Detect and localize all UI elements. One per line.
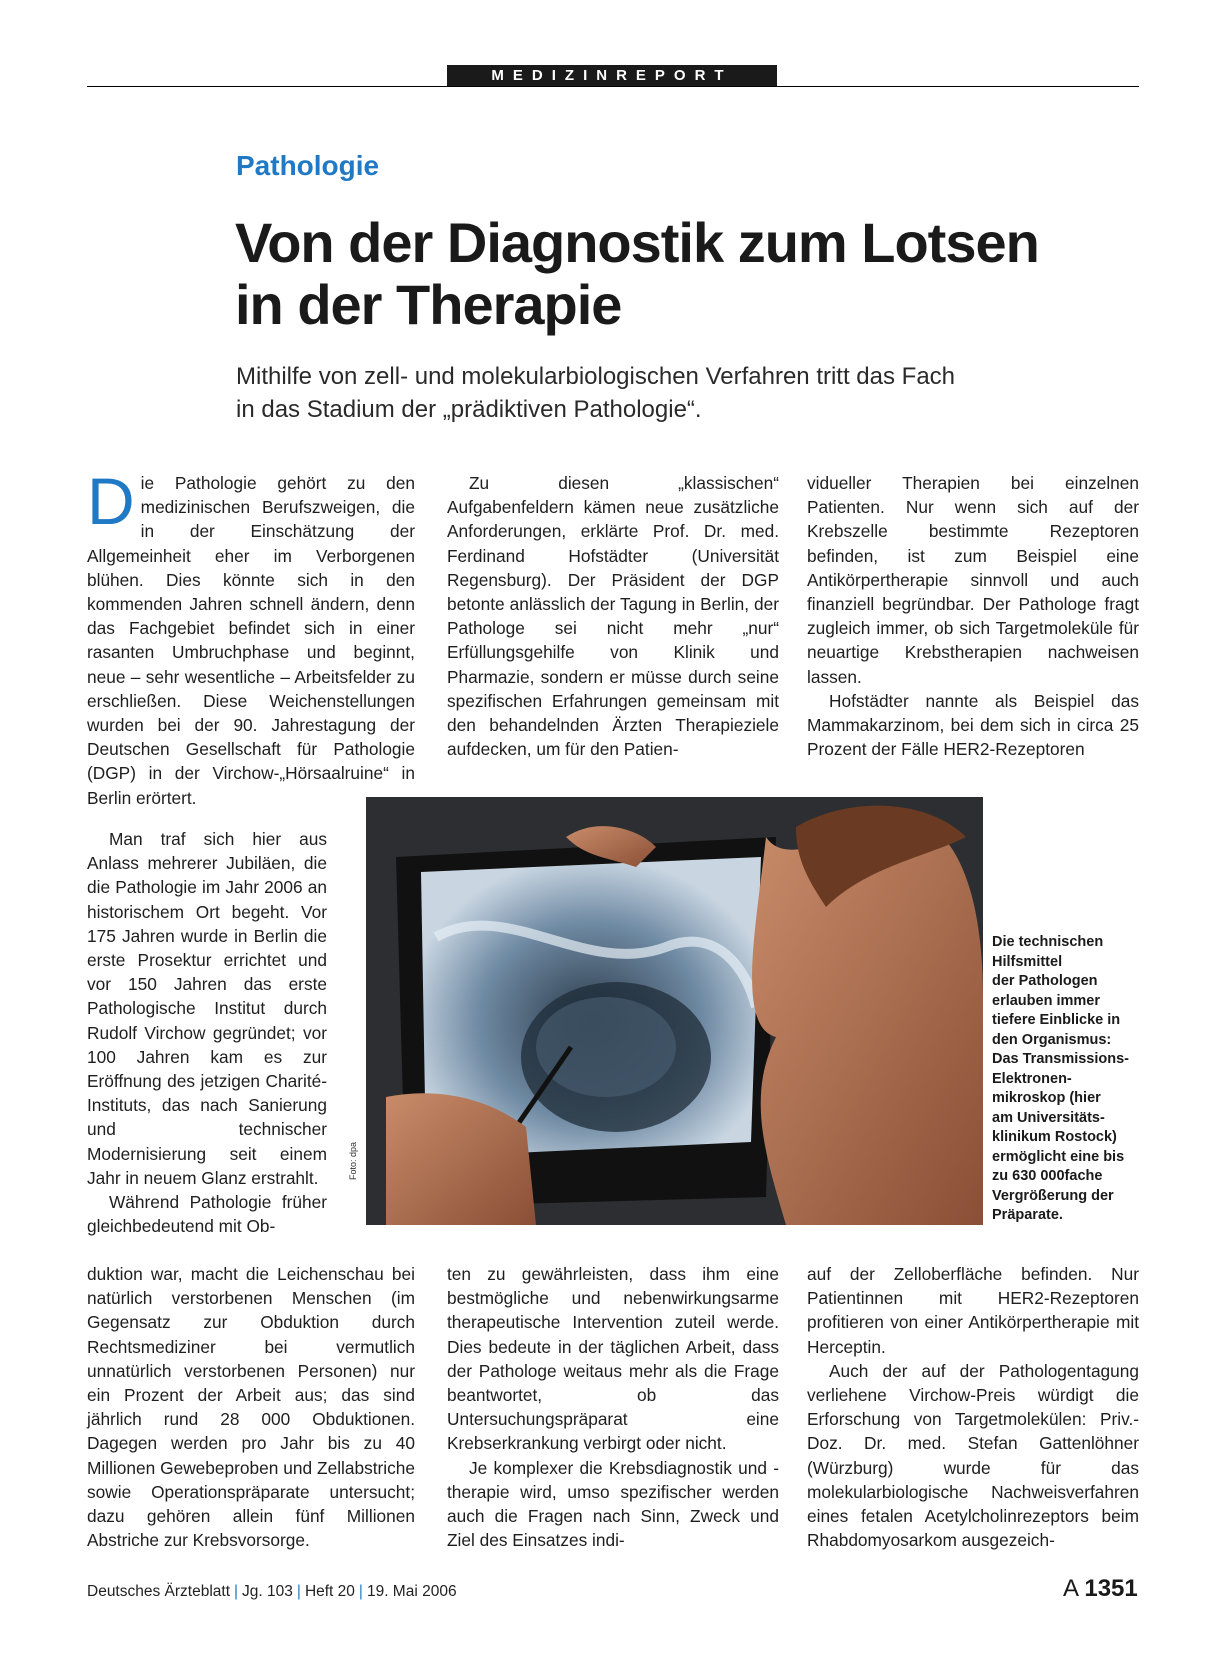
title-line: Von der Diagnostik zum Lotsen xyxy=(235,211,1039,274)
photo-credit: Foto: dpa xyxy=(348,1141,358,1180)
paragraph: vidueller Therapien bei einzelnen Patienten. Nur wenn sich auf der Krebszelle bestimmte Rezeptoren befinden, ist zum Beispiel eine Antikörpertherapie sinnvoll und auch finanziell begründbar. Der Pathologe fragt zugleich immer, ob sich Targetmoleküle für neuartige Krebstherapien nachweisen lassen. xyxy=(807,473,1139,687)
caption-line: der Pathologen xyxy=(992,973,1098,989)
page-number-value: 1351 xyxy=(1084,1575,1138,1602)
paragraph: Man traf sich hier aus Anlass mehrerer Jubiläen, die die Pathologie im Jahr 2006 an historischem Ort begeht. Vor 175 Jahren wurde in Berlin die erste Prosektur errichtet und vor 150 Jahren das erste Pathologische Institut durch Rudolf Virchow gegründet; vor 100 Jahren kam es zur Eröffnung des jetzigen Charité-Instituts, das nach Sanierung und technischer Modernisierung seit einem Jahr in neuem Glanz erstrahlt. xyxy=(87,829,327,1188)
page-number xyxy=(1063,1575,1138,1603)
column-2-top xyxy=(447,471,779,761)
drop-cap: D xyxy=(87,464,135,538)
column-2-bottom xyxy=(447,1262,779,1552)
paragraph: Hofstädter nannte als Beispiel das Mammakarzinom, bei dem sich in circa 25 Prozent der Fälle HER2-Rezeptoren xyxy=(807,690,1139,760)
column-1-top xyxy=(87,464,415,810)
caption-line: am Universitäts- xyxy=(992,1109,1105,1126)
paragraph: Zu diesen „klassischen“ Aufgabenfeldern kämen neue zusätzliche Anforderungen, erklärte Prof. Dr. med. Ferdinand Hofstädter (Universität Regensburg). Der Präsident der DGP betonte anlässlich der Tagung in Berlin, der Pathologe sei nicht mehr „nur“ Erfüllungsgehilfe von Klinik und Pharmazie, sondern er müsse durch seine spezifischen Erfahrungen gemeinsam mit den behandelnden Ärzten Therapieziele aufdecken, um für den Patien- xyxy=(447,473,779,760)
caption-line: erlauben immer xyxy=(992,992,1100,1009)
header-rule xyxy=(87,86,1139,87)
caption-line: den Organismus: xyxy=(992,1031,1112,1048)
photo-caption xyxy=(992,933,1142,1226)
paragraph: duktion war, macht die Leichenschau bei natürlich verstorbenen Menschen (im Gegensatz zur Obduktion durch Rechtsmediziner bei vermutlich unnatürlich verstorbenen Personen) nur ein Prozent der Arbeit aus; das sind jährlich rund 28 000 Obduktionen. Dagegen werden pro Jahr bis zu 40 Millionen Gewebeproben und Zellabstriche sowie Operationspräparate untersucht; dazu gehören allein fünf Millionen Abstriche zur Krebsvorsorge. xyxy=(87,1264,415,1551)
article-lead xyxy=(236,360,1096,426)
column-1-bottom xyxy=(87,1262,415,1552)
caption-line: Die technischen xyxy=(992,934,1104,950)
column-3-bottom xyxy=(807,1262,1139,1552)
article-title xyxy=(235,212,1115,336)
paragraph: Während Pathologie früher gleichbedeutend mit Ob- xyxy=(87,1192,327,1237)
caption-line: Vergrößerung der xyxy=(992,1187,1114,1204)
caption-line: klinikum Rostock) xyxy=(992,1129,1117,1145)
journal-volume: Jg. 103 xyxy=(242,1583,293,1600)
article-photo xyxy=(366,797,983,1225)
column-3-top xyxy=(807,471,1139,761)
journal-issue: Heft 20 xyxy=(304,1583,355,1600)
caption-line: ermöglicht eine bis xyxy=(992,1148,1125,1165)
title-line: in der Therapie xyxy=(235,273,622,336)
lead-line: in das Stadium der „prädiktiven Pathologie“. xyxy=(236,396,702,423)
footer-separator: | xyxy=(296,1583,301,1600)
caption-line: Präparate. xyxy=(992,1207,1063,1223)
footer-citation xyxy=(87,1583,457,1601)
caption-line: Elektronen- xyxy=(992,1070,1072,1087)
caption-line: Das Transmissions- xyxy=(992,1051,1129,1067)
footer-separator: | xyxy=(358,1583,363,1600)
footer-separator: | xyxy=(234,1583,239,1600)
paragraph: auf der Zelloberfläche befinden. Nur Patientinnen mit HER2-Rezeptoren profitieren von einer Antikörpertherapie mit Herceptin. xyxy=(807,1264,1139,1357)
page-prefix: A xyxy=(1063,1575,1078,1602)
journal-date: 19. Mai 2006 xyxy=(366,1583,457,1600)
journal-name: Deutsches Ärzteblatt xyxy=(87,1583,231,1600)
paragraph: ten zu gewährleisten, dass ihm eine bestmögliche und nebenwirkungsarme therapeutische Intervention zuteil werde. Dies bedeute in der täglichen Arbeit, dass der Pathologe weitaus mehr als die Frage beantwortet, ob das Untersuchungspräparat eine Krebserkrankung verbirgt oder nicht. xyxy=(447,1264,779,1454)
paragraph-text: ie Pathologie gehört zu den medizinischen Berufszweigen, die in der Einschätzung der Allgemeinheit eher im Verborgenen blühen. Dies könnte sich in den kommenden Jahren schnell ändern, denn das Fachgebiet befindet sich in einer rasanten Umbruchphase und beginnt, neue – sehr wesentliche – Arbeitsfelder zu erschließen. Diese Weichenstellungen wurden bei der 90. Jahrestagung der Deutschen Gesellschaft für Pathologie (DGP) in der Virchow-„Hörsaalruine“ in Berlin erörtert. xyxy=(87,473,415,808)
paragraph: Je komplexer die Krebsdiagnostik und -therapie wird, umso spezifischer werden auch die Fragen nach Sinn, Zweck und Ziel des Einsatzes indi- xyxy=(447,1457,779,1551)
lead-line: Mithilfe von zell- und molekularbiologischen Verfahren tritt das Fach xyxy=(236,363,956,390)
caption-line: tiefere Einblicke in xyxy=(992,1012,1121,1028)
column-1-narrow xyxy=(87,827,327,1238)
microscope-photo-illustration xyxy=(366,797,983,1225)
caption-line: Hilfsmittel xyxy=(992,953,1063,970)
caption-line: zu 630 000fache xyxy=(992,1168,1103,1184)
caption-line: mikroskop (hier xyxy=(992,1090,1101,1106)
article-kicker: Pathologie xyxy=(236,150,380,181)
paragraph xyxy=(87,464,415,810)
section-label: MEDIZINREPORT xyxy=(447,65,777,86)
paragraph: Auch der auf der Pathologentagung verliehene Virchow-Preis würdigt die Erforschung von Targetmolekülen: Priv.-Doz. Dr. med. Stefan Gattenlöhner (Würzburg) wurde für das molekularbiologische Nachweisverfahren eines fetalen Acetylcholinrezeptors beim Rhabdomyosarkom ausgezeich- xyxy=(807,1360,1139,1551)
